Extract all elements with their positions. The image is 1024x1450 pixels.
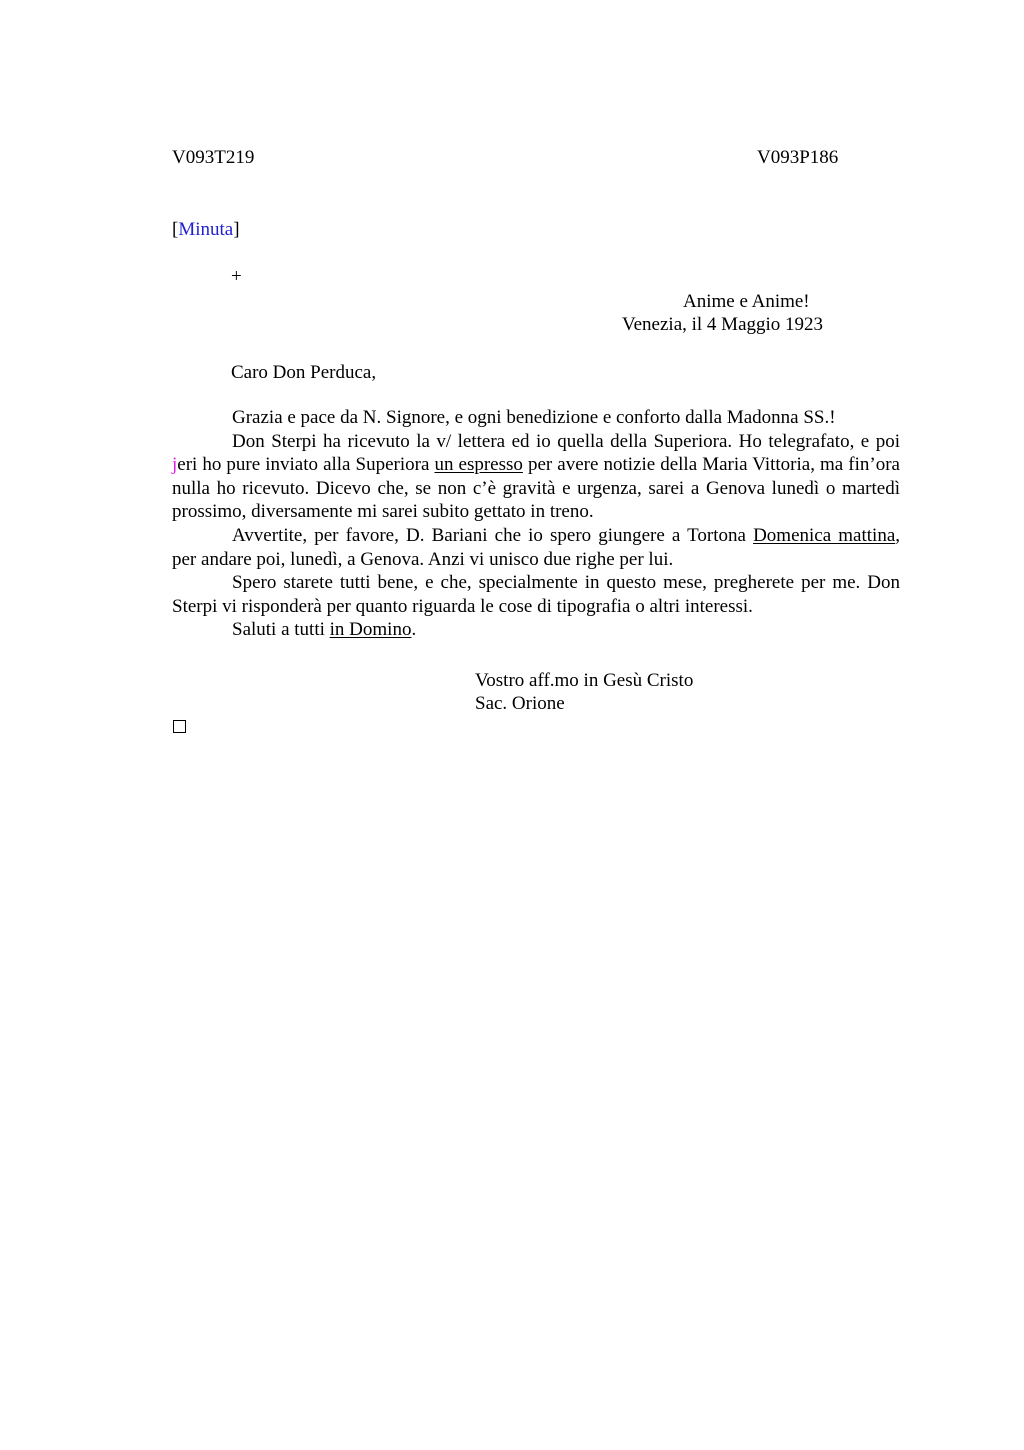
place-date: Venezia, il 4 Maggio 1923	[622, 314, 824, 335]
paragraph-news-underlined: un espresso	[434, 454, 523, 475]
paragraph-prayer-text: Spero starete tutti bene, e che, specialmente in questo mese, pregherete per me. Don Sterpi vi risponderà per quanto riguarda le cose di tipografia o altri interessi.	[172, 572, 900, 617]
paragraph-news	[172, 430, 900, 524]
paragraph-travel-text-b: , per andare poi, lunedì, a Genova. Anzi vi unisco due righe per lui.	[172, 525, 900, 570]
salutation: Caro Don Perduca,	[231, 362, 377, 383]
paragraph-news-text-a: Don Sterpi ha ricevuto la v/ lettera ed io quella della Superiora. Ho telegrafato, e poi	[232, 430, 900, 452]
paragraph-travel	[172, 524, 900, 571]
paragraph-regards-text-b: .	[411, 619, 417, 640]
document-code-right: V093P186	[757, 147, 839, 168]
paragraph-news-text-c: per avere notizie della Maria Vittoria, ma fin’ora nulla ho ricevuto. Dicevo che, se non c’è gravità e urgenza, sarei a Genova lunedì o martedì prossimo, diversamente mi sarei subito gettato in treno.	[172, 454, 900, 522]
cross-mark: +	[231, 266, 242, 287]
motto: Anime e Anime!	[683, 291, 810, 312]
draft-label-text: Minuta	[178, 219, 234, 240]
paragraph-travel-underlined: Domenica mattina	[753, 525, 896, 546]
document-code-left: V093T219	[172, 147, 255, 168]
paragraph-travel-text-a: Avvertite, per favore, D. Bariani che io spero giungere a Tortona	[232, 525, 754, 546]
paragraph-news-correction: j	[172, 454, 178, 475]
paragraph-greeting-text: Grazia e pace da N. Signore, e ogni benedizione e conforto dalla Madonna SS.!	[232, 407, 836, 428]
draft-label-close-bracket: ]	[233, 219, 240, 240]
closing-line: Vostro aff.mo in Gesù Cristo	[475, 670, 694, 691]
paragraph-regards-underlined: in Domino	[329, 619, 412, 640]
paragraph-regards-text-a: Saluti a tutti	[232, 619, 330, 640]
paragraph-greeting	[172, 406, 900, 430]
signature: Sac. Orione	[475, 693, 565, 714]
draft-label	[172, 218, 240, 241]
draft-label-open-bracket: [	[172, 219, 179, 240]
paragraph-prayer	[172, 571, 900, 618]
square-outline-icon	[173, 720, 186, 733]
paragraph-news-text-b: eri ho pure inviato alla Superiora	[177, 454, 435, 475]
paragraph-regards	[172, 618, 900, 642]
